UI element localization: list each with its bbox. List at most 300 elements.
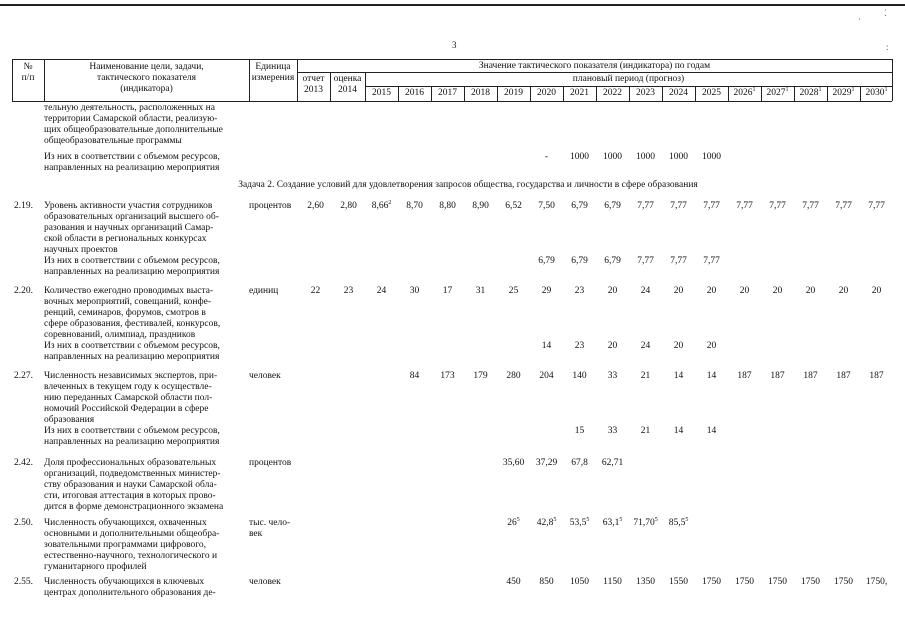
value-cell <box>497 371 530 382</box>
value-text: 1000 <box>702 152 721 162</box>
value-text: 20 <box>739 286 750 296</box>
value-cell <box>530 577 563 588</box>
value-cell <box>530 286 563 297</box>
row-indicator-text: разования и научных организаций Самар- <box>44 223 214 233</box>
value-text: 24 <box>376 286 387 296</box>
value-cell <box>530 458 563 469</box>
value-text: 187 <box>803 371 818 381</box>
header-year-label: 2022 <box>603 88 622 98</box>
value-text: 1550 <box>669 577 688 587</box>
header-year-label: 2029 <box>832 88 852 98</box>
header-year <box>860 88 893 99</box>
header-year-label: 2026 <box>733 88 753 98</box>
value-cell <box>365 201 398 212</box>
value-cell <box>563 426 596 437</box>
header-name-label: Наименование цели, задачи, <box>89 62 204 72</box>
value-cell <box>662 256 695 267</box>
row-indicator-text: Уровень активности участия сотрудников <box>44 201 213 211</box>
header-report-label: 2013 <box>304 85 323 95</box>
header-year <box>629 88 662 99</box>
header-year <box>431 88 464 99</box>
value-text: 1000 <box>636 152 655 162</box>
value-cell <box>596 201 629 212</box>
value-cell <box>629 426 662 437</box>
header-year <box>827 88 860 99</box>
value-cell <box>695 341 728 352</box>
footnote-mark: 1 <box>851 86 855 93</box>
value-text: 7,77 <box>670 201 687 211</box>
value-text: 15 <box>574 426 585 436</box>
header-year-label: 2027 <box>766 88 786 98</box>
scan-top-border <box>0 4 905 6</box>
footnote-mark: 5 <box>619 516 623 523</box>
value-text: 8,90 <box>472 201 489 211</box>
scan-speck: ⁚ <box>884 8 887 18</box>
row-indicator-text: сти, итоговая аттестация в которых прово- <box>44 491 216 501</box>
value-text: 7,77 <box>736 201 753 211</box>
continuation-text: территории Самарской области, реализую- <box>44 114 218 124</box>
value-text: 84 <box>409 371 420 381</box>
header-year <box>794 88 827 99</box>
row-indicator-text: Количество ежегодно проводимых выста- <box>44 286 214 296</box>
row-indicator-text: дится в форме демонстрационного экзамена <box>44 502 224 512</box>
scan-speck: · <box>858 14 861 24</box>
footnote-mark: 5 <box>586 516 590 523</box>
value-cell <box>662 152 695 163</box>
header-year-label: 2028 <box>799 88 819 98</box>
value-cell <box>365 286 398 297</box>
value-cell <box>695 426 728 437</box>
row-indicator-text: ской области в региональных конкурсах <box>44 234 207 244</box>
value-cell <box>662 518 695 529</box>
value-cell <box>761 201 794 212</box>
sub-row-text: Из них в соответствии с объемом ресурсов, <box>44 256 220 266</box>
value-cell <box>629 256 662 267</box>
value-text: 140 <box>572 371 587 381</box>
header-year <box>596 88 629 99</box>
value-text: 23 <box>574 286 585 296</box>
row-number: 2.27. <box>14 371 33 381</box>
value-cell <box>629 577 662 588</box>
header-estimate-label: оценка <box>333 74 362 84</box>
value-text: 450 <box>506 577 521 587</box>
header-report-label: отчет <box>302 74 325 84</box>
value-cell <box>596 518 629 529</box>
value-text: 25 <box>508 286 519 296</box>
value-cell <box>662 201 695 212</box>
value-text: 1350 <box>636 577 655 587</box>
row-number: 2.19. <box>14 201 33 211</box>
value-text: 1000 <box>669 152 688 162</box>
value-cell <box>497 518 530 529</box>
value-cell <box>299 201 332 212</box>
header-num-label: № <box>23 62 33 72</box>
value-text: 7,77 <box>637 256 654 266</box>
value-text: 31 <box>475 286 486 296</box>
value-text: 1750 <box>768 577 787 587</box>
footnote-mark: 2 <box>388 199 392 206</box>
value-text: 179 <box>473 371 488 381</box>
value-text: 1750 <box>702 577 721 587</box>
value-text: 30 <box>409 286 420 296</box>
value-text: 280 <box>506 371 521 381</box>
row-indicator-text: зовательными программами цифрового, <box>44 540 207 550</box>
value-text: 85,5 <box>668 518 686 528</box>
value-cell <box>596 458 629 469</box>
sub-row-text: направленных на реализацию мероприятия <box>44 267 220 277</box>
value-text: 1050 <box>570 577 589 587</box>
value-text: 63,1 <box>602 518 620 528</box>
row-unit: процентов <box>249 458 292 468</box>
value-cell <box>398 201 431 212</box>
row-indicator-text: гуманитарного профилей <box>44 562 147 572</box>
row-indicator-text: образовательных организаций высшего об- <box>44 212 219 222</box>
row-unit: тыс. чело- <box>249 518 291 528</box>
value-text: 24 <box>640 286 651 296</box>
value-cell <box>662 371 695 382</box>
value-text: 1750 <box>801 577 820 587</box>
value-text: 7,77 <box>637 201 654 211</box>
value-cell <box>563 518 596 529</box>
header-year-label: 2030 <box>865 88 885 98</box>
value-cell <box>596 256 629 267</box>
value-cell <box>398 286 431 297</box>
header-top-border <box>12 59 892 60</box>
value-text: 187 <box>836 371 851 381</box>
value-text: 20 <box>607 341 618 351</box>
value-cell <box>827 577 860 588</box>
value-cell <box>530 201 563 212</box>
value-cell <box>563 577 596 588</box>
row-unit: процентов <box>249 201 292 211</box>
header-plan-title: плановый период (прогноз) <box>572 74 685 84</box>
footnote-mark: 1 <box>752 86 756 93</box>
header-unit-label: Единица <box>255 62 291 72</box>
value-cell <box>728 201 761 212</box>
value-text: 14 <box>673 371 684 381</box>
header-year-label: 2023 <box>636 88 655 98</box>
value-cell <box>332 286 365 297</box>
value-cell <box>662 426 695 437</box>
value-text: 20 <box>805 286 816 296</box>
value-cell <box>860 371 893 382</box>
value-text: 14 <box>706 426 717 436</box>
row-indicator-text: Доля профессиональных образовательных <box>44 458 217 468</box>
value-cell <box>596 152 629 163</box>
sub-row-text: направленных на реализацию мероприятия <box>44 163 220 173</box>
value-cell <box>695 371 728 382</box>
row-indicator-text: сфере образования, фестивалей, конкурсов, <box>44 319 221 329</box>
value-text: 7,77 <box>769 201 786 211</box>
sub-row-text: направленных на реализацию мероприятия <box>44 437 220 447</box>
value-cell <box>629 518 662 529</box>
header-year <box>563 88 596 99</box>
value-text: 6,79 <box>538 256 555 266</box>
value-text: 7,77 <box>670 256 687 266</box>
value-cell <box>662 341 695 352</box>
row-indicator-text: вочных мероприятий, совещаний, конфе- <box>44 297 212 307</box>
value-text: 23 <box>574 341 585 351</box>
header-year-label: 2015 <box>372 88 391 98</box>
row-unit: единиц <box>249 286 279 296</box>
value-text: 22 <box>310 286 321 296</box>
row-indicator-text: научных проектов <box>44 245 118 255</box>
value-cell <box>695 256 728 267</box>
value-text: 20 <box>673 341 684 351</box>
row-number: 2.20. <box>14 286 33 296</box>
value-cell <box>464 371 497 382</box>
value-text: 187 <box>869 371 884 381</box>
row-number: 2.55. <box>14 577 33 587</box>
row-indicator-text: влеченных в текущем году к осуществле- <box>44 382 212 392</box>
header-year-label: 2019 <box>504 88 523 98</box>
header-year <box>662 88 695 99</box>
header-bottom-border <box>12 101 892 102</box>
value-text: 33 <box>607 371 618 381</box>
value-text: 14 <box>541 341 552 351</box>
value-text: 20 <box>607 286 618 296</box>
header-year <box>497 88 530 99</box>
value-cell <box>662 286 695 297</box>
value-cell <box>530 152 563 163</box>
value-text: 8,70 <box>406 201 423 211</box>
header-year-label: 2025 <box>702 88 721 98</box>
value-cell <box>629 341 662 352</box>
value-text: 1000 <box>570 152 589 162</box>
value-text: 14 <box>706 371 717 381</box>
value-cell <box>629 201 662 212</box>
row-unit: человек <box>249 577 281 587</box>
value-text: 204 <box>539 371 554 381</box>
value-cell <box>431 201 464 212</box>
value-text: 20 <box>838 286 849 296</box>
row-indicator-text: ству образования и науки Самарской обла- <box>44 480 217 490</box>
row-indicator-text: Численность независимых экспертов, при- <box>44 371 218 381</box>
value-cell <box>860 201 893 212</box>
value-text: 8,66 <box>371 201 389 211</box>
value-cell <box>563 201 596 212</box>
row-indicator-text: номочий Российской Федерации в сфере <box>44 404 209 414</box>
value-cell <box>794 577 827 588</box>
value-cell <box>827 286 860 297</box>
value-text: 8,80 <box>439 201 456 211</box>
value-cell <box>629 371 662 382</box>
value-text: 7,77 <box>703 201 720 211</box>
header-estimate-label: 2014 <box>338 85 357 95</box>
value-cell <box>497 286 530 297</box>
value-text: 20 <box>871 286 882 296</box>
value-text: 187 <box>737 371 752 381</box>
row-unit: человек <box>249 371 281 381</box>
value-cell <box>530 341 563 352</box>
header-year-label: 2021 <box>570 88 589 98</box>
value-text: - <box>544 152 549 162</box>
value-cell <box>563 286 596 297</box>
value-text: 7,50 <box>538 201 555 211</box>
value-cell <box>695 152 728 163</box>
footnote-mark: 5 <box>685 516 689 523</box>
value-text: 24 <box>640 341 651 351</box>
value-cell <box>860 286 893 297</box>
footnote-mark: 1 <box>884 86 888 93</box>
value-cell <box>695 201 728 212</box>
value-cell <box>299 286 332 297</box>
value-cell <box>596 426 629 437</box>
value-text: 2,80 <box>340 201 357 211</box>
continuation-text: тельную деятельность, расположенных на <box>44 103 215 113</box>
sub-row-text: Из них в соответствии с объемом ресурсов, <box>44 341 220 351</box>
value-cell <box>695 286 728 297</box>
footnote-mark: 1 <box>818 86 822 93</box>
row-indicator-text: соревнований, олимпиад, праздников <box>44 330 196 340</box>
value-text: 20 <box>706 341 717 351</box>
value-text: 173 <box>440 371 455 381</box>
value-text: 7,77 <box>868 201 885 211</box>
value-text: 2,60 <box>307 201 324 211</box>
value-text: 29 <box>541 286 552 296</box>
row-indicator-text: организаций, подведомственных министер- <box>44 469 221 479</box>
value-text: 37,29 <box>535 458 558 468</box>
value-text: 187 <box>770 371 785 381</box>
value-cell <box>464 286 497 297</box>
value-cell <box>860 577 893 588</box>
value-cell <box>431 371 464 382</box>
row-indicator-text: образования <box>44 415 95 425</box>
value-text: 20 <box>673 286 684 296</box>
header-year <box>695 88 728 99</box>
value-cell <box>398 371 431 382</box>
value-cell <box>464 201 497 212</box>
value-text: 62,71 <box>601 458 624 468</box>
value-text: 23 <box>343 286 354 296</box>
value-cell <box>431 286 464 297</box>
row-number: 2.50. <box>14 518 33 528</box>
value-cell <box>497 458 530 469</box>
value-text: 21 <box>640 426 651 436</box>
value-text: 26 <box>507 518 517 528</box>
value-text: 7,77 <box>703 256 720 266</box>
value-text: 6,79 <box>571 201 588 211</box>
value-cell <box>794 371 827 382</box>
header-year <box>464 88 497 99</box>
value-text: 14 <box>673 426 684 436</box>
header-num-label: п/п <box>21 73 35 83</box>
value-cell <box>761 286 794 297</box>
header-year-label: 2024 <box>669 88 688 98</box>
value-text: 1150 <box>603 577 622 587</box>
value-text: 35,60 <box>502 458 525 468</box>
header-year-label: 2020 <box>537 88 556 98</box>
sub-row-text: направленных на реализацию мероприятия <box>44 352 220 362</box>
row-indicator-text: Численность обучающихся, охваченных <box>44 518 207 528</box>
footnote-mark: 5 <box>516 516 520 523</box>
value-cell <box>827 201 860 212</box>
value-cell <box>827 371 860 382</box>
page-number: 3 <box>452 40 457 50</box>
row-indicator-text: нию переданных Самарской области пол- <box>44 393 213 403</box>
value-cell <box>563 371 596 382</box>
value-text: 20 <box>772 286 783 296</box>
value-text: 53,5 <box>569 518 587 528</box>
value-text: 42,8 <box>536 518 554 528</box>
value-cell <box>596 286 629 297</box>
header-subline <box>297 72 892 73</box>
header-year <box>530 88 563 99</box>
value-cell <box>530 371 563 382</box>
header-year <box>728 88 761 99</box>
footnote-mark: 5 <box>553 516 557 523</box>
value-cell <box>728 286 761 297</box>
row-indicator-text: центрах дополнительного образования де- <box>44 588 216 598</box>
value-text: 21 <box>640 371 651 381</box>
value-cell <box>761 577 794 588</box>
value-text: 6,79 <box>604 201 621 211</box>
row-indicator-text: ренций, семинаров, форумов, смотров в <box>44 308 206 318</box>
sub-row-text: Из них в соответствии с объемом ресурсов, <box>44 152 220 162</box>
header-year <box>398 88 431 99</box>
continuation-text: общеобразовательные программы <box>44 136 182 146</box>
value-text: 7,77 <box>802 201 819 211</box>
value-cell <box>563 341 596 352</box>
value-cell <box>662 577 695 588</box>
value-cell <box>728 577 761 588</box>
value-cell <box>761 371 794 382</box>
value-cell <box>596 371 629 382</box>
row-unit: век <box>249 529 263 539</box>
value-cell <box>332 201 365 212</box>
value-text: 6,79 <box>571 256 588 266</box>
value-cell <box>530 518 563 529</box>
continuation-text: щих общеобразовательные дополнительные <box>44 125 223 135</box>
value-cell <box>596 577 629 588</box>
value-cell <box>563 256 596 267</box>
row-number: 2.42. <box>14 458 33 468</box>
value-cell <box>728 371 761 382</box>
footnote-mark: 5 <box>654 516 658 523</box>
header-year-label: 2018 <box>471 88 490 98</box>
header-year-label: 2017 <box>438 88 457 98</box>
value-text: 1750, <box>865 577 888 587</box>
value-text: 67,8 <box>571 458 588 468</box>
value-text: 71,70 <box>633 518 655 528</box>
value-cell <box>794 201 827 212</box>
header-values-title: Значение тактического показателя (индикатора) по годам <box>478 61 711 71</box>
value-cell <box>794 286 827 297</box>
value-cell <box>563 152 596 163</box>
value-text: 1750 <box>834 577 853 587</box>
value-text: 33 <box>607 426 618 436</box>
value-text: 20 <box>706 286 717 296</box>
header-year <box>365 88 398 99</box>
value-cell <box>563 458 596 469</box>
row-indicator-text: естественно-научного, технологического и <box>44 551 218 561</box>
header-name-label: (индикатора) <box>120 84 173 94</box>
header-unit-label: измерения <box>251 73 295 83</box>
header-year <box>761 88 794 99</box>
header-name-label: тактического показателя <box>96 73 197 83</box>
value-cell <box>596 341 629 352</box>
row-indicator-text: основными и дополнительными общеобра- <box>44 529 220 539</box>
value-text: 850 <box>539 577 554 587</box>
value-text: 1750 <box>735 577 754 587</box>
value-text: 6,79 <box>604 256 621 266</box>
scan-speck: : <box>886 42 889 52</box>
value-cell <box>695 577 728 588</box>
header-year-label: 2016 <box>405 88 424 98</box>
value-text: 1000 <box>603 152 622 162</box>
value-text: 7,77 <box>835 201 852 211</box>
sub-row-text: Из них в соответствии с объемом ресурсов, <box>44 426 220 436</box>
